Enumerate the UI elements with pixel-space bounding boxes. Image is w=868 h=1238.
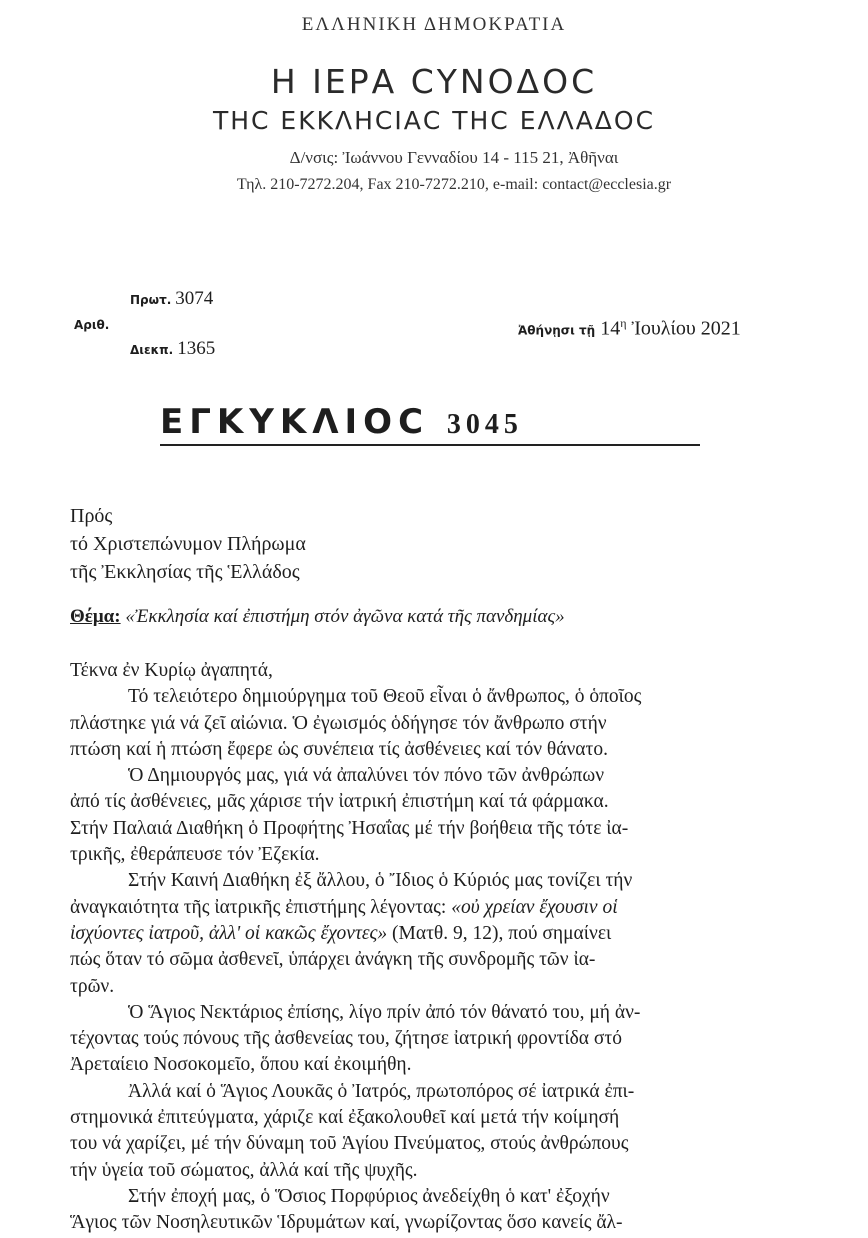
body-line: Ἀρεταίειο Νοσοκομεῖο, ὅπου καί ἐκοιμήθη. <box>70 1054 412 1076</box>
protocol-value: 3074 <box>175 288 214 309</box>
letter-body <box>70 658 800 1237</box>
body-line <box>70 895 800 921</box>
recipient-block <box>70 502 306 586</box>
body-line: τέχοντας τούς πόνους τῆς ἀσθενείας του, ζήτησε ἰατρική φροντίδα στό <box>70 1028 622 1050</box>
recipient-line-3: τῆς Ἐκκλησίας τῆς Ἑλλάδος <box>70 561 300 583</box>
date-rest: Ἰουλίου 2021 <box>631 317 741 340</box>
scripture-quote: ἰσχύοντες ἰατροῦ, ἀλλ' οἱ κακῶς ἔχοντες» <box>70 922 388 944</box>
recipient-line-2: τό Χριστεπώνυμον Πλήρωμα <box>70 533 306 555</box>
body-line: πλάστηκε γιά νά ζεῖ αἰώνια. Ὁ ἐγωισμός ὁδήγησε τόν ἄνθρωπο στήν <box>70 712 607 734</box>
body-line: τρῶν. <box>70 975 115 997</box>
church-heading: ΤΗC ΕΚΚΛΗCΙΑC ΤΗC ΕΛΛΑΔΟC <box>212 106 656 135</box>
body-line: Τό τελειότερο δημιούργημα τοῦ Θεοῦ εἶναι ὁ ἄνθρωπος, ὁ ὁποῖος <box>128 686 642 708</box>
subject-label: Θέμα: <box>70 606 121 627</box>
date-day: 14 <box>600 317 621 340</box>
address-line: Δ/νσις: Ἰωάννου Γενναδίου 14 - 115 21, Ἀθῆναι <box>289 148 619 167</box>
body-line: Στήν Παλαιά Διαθήκη ὁ Προφήτης Ἠσαΐας μέ τήν βοήθεια τῆς τότε ἰα- <box>70 817 629 839</box>
dispatch-label: Διεκπ. <box>130 343 174 357</box>
number-label: Αριθ. <box>74 318 110 332</box>
body-line: πώς ὅταν τό σῶμα ἀσθενεῖ, ὑπάρχει ἀνάγκη τῆς συνδρομῆς τῶν ἰα- <box>70 949 596 971</box>
subject-text: «Ἐκκλησία καί ἐπιστήμη στόν ἀγῶνα κατά τῆς πανδημίας» <box>125 606 565 627</box>
body-line: Ἅγιος τῶν Νοσηλευτικῶν Ἱδρυμάτων καί, γνωρίζοντας ὅσο κανείς ἄλ- <box>70 1212 623 1234</box>
body-text: (Ματθ. 9, 12), πού σημαίνει <box>387 922 612 944</box>
body-line: ἀπό τίς ἀσθένειες, μᾶς χάρισε τήν ἰατρική ἐπιστήμη καί τά φάρμακα. <box>70 791 609 813</box>
contact-line: Τηλ. 210-7272.204, Fax 210-7272.210, e-mail: contact@ecclesia.gr <box>236 176 672 193</box>
circular-title <box>160 402 700 446</box>
body-line: του νά χαρίζει, μέ τήν δύναμη τοῦ Ἁγίου Πνεύματος, στούς ἀνθρώπους <box>70 1133 629 1155</box>
body-text: ἀναγκαιότητα τῆς ἰατρικῆς ἐπιστήμης λέγοντας: <box>70 896 452 918</box>
greeting: Τέκνα ἐν Κυρίῳ ἀγαπητά, <box>70 660 273 681</box>
body-line: Ἀλλά καί ὁ Ἅγιος Λουκᾶς ὁ Ἰατρός, πρωτοπόρος σέ ἰατρικά ἐπι- <box>128 1080 635 1102</box>
synod-heading: Η ΙΕΡΑ CΥΝΟΔΟC <box>270 62 598 101</box>
body-line: στημονικά ἐπιτεύγματα, χάριζε καί ἐξακολουθεῖ καί μετά τήν κοίμησή <box>70 1107 620 1129</box>
body-line: Στήν ἐποχή μας, ὁ Ὅσιος Πορφύριος ἀνεδείχθη ὁ κατ' ἐξοχήν <box>128 1185 610 1207</box>
date-line <box>518 316 741 341</box>
protocol-number <box>130 288 213 310</box>
dispatch-value: 1365 <box>177 338 216 359</box>
circular-word: ΕΓΚΥΚΛΙΟC <box>160 402 430 442</box>
recipient-line-1: Πρός <box>70 505 113 527</box>
protocol-label: Πρωτ. <box>130 293 172 307</box>
body-line: Ὁ Δημιουργός μας, γιά νά ἀπαλύνει τόν πόνο τῶν ἀνθρώπων <box>128 765 605 787</box>
body-line: πτώση καί ἡ πτώση ἔφερε ὡς συνέπεια τίς ἀσθένειες καί τόν θάνατο. <box>70 738 608 760</box>
dispatch-number <box>130 338 215 360</box>
body-line: τήν ὑγεία τοῦ σώματος, ἀλλά καί τῆς ψυχῆς. <box>70 1159 418 1181</box>
date-sup: η <box>620 316 627 330</box>
body-line: Ὁ Ἅγιος Νεκτάριος ἐπίσης, λίγο πρίν ἀπό τόν θάνατό του, μή ἀν- <box>128 1001 641 1023</box>
body-line <box>70 921 800 947</box>
body-line: Στήν Καινή Διαθήκη ἐξ ἄλλου, ὁ Ἴδιος ὁ Κύριός μας τονίζει τήν <box>128 870 633 892</box>
republic-heading: ΕΛΛΗΝΙΚΗ ΔΗΜΟΚΡΑΤΙΑ <box>301 14 567 35</box>
scripture-quote: «οὐ χρείαν ἔχουσιν οἱ <box>451 896 618 918</box>
circular-number: 3045 <box>446 409 523 440</box>
body-line: τρικῆς, ἐθεράπευσε τόν Ἐζεκία. <box>70 844 320 866</box>
subject-line <box>70 606 565 628</box>
date-label: Ἀθήνῃσι τῇ <box>518 323 596 338</box>
